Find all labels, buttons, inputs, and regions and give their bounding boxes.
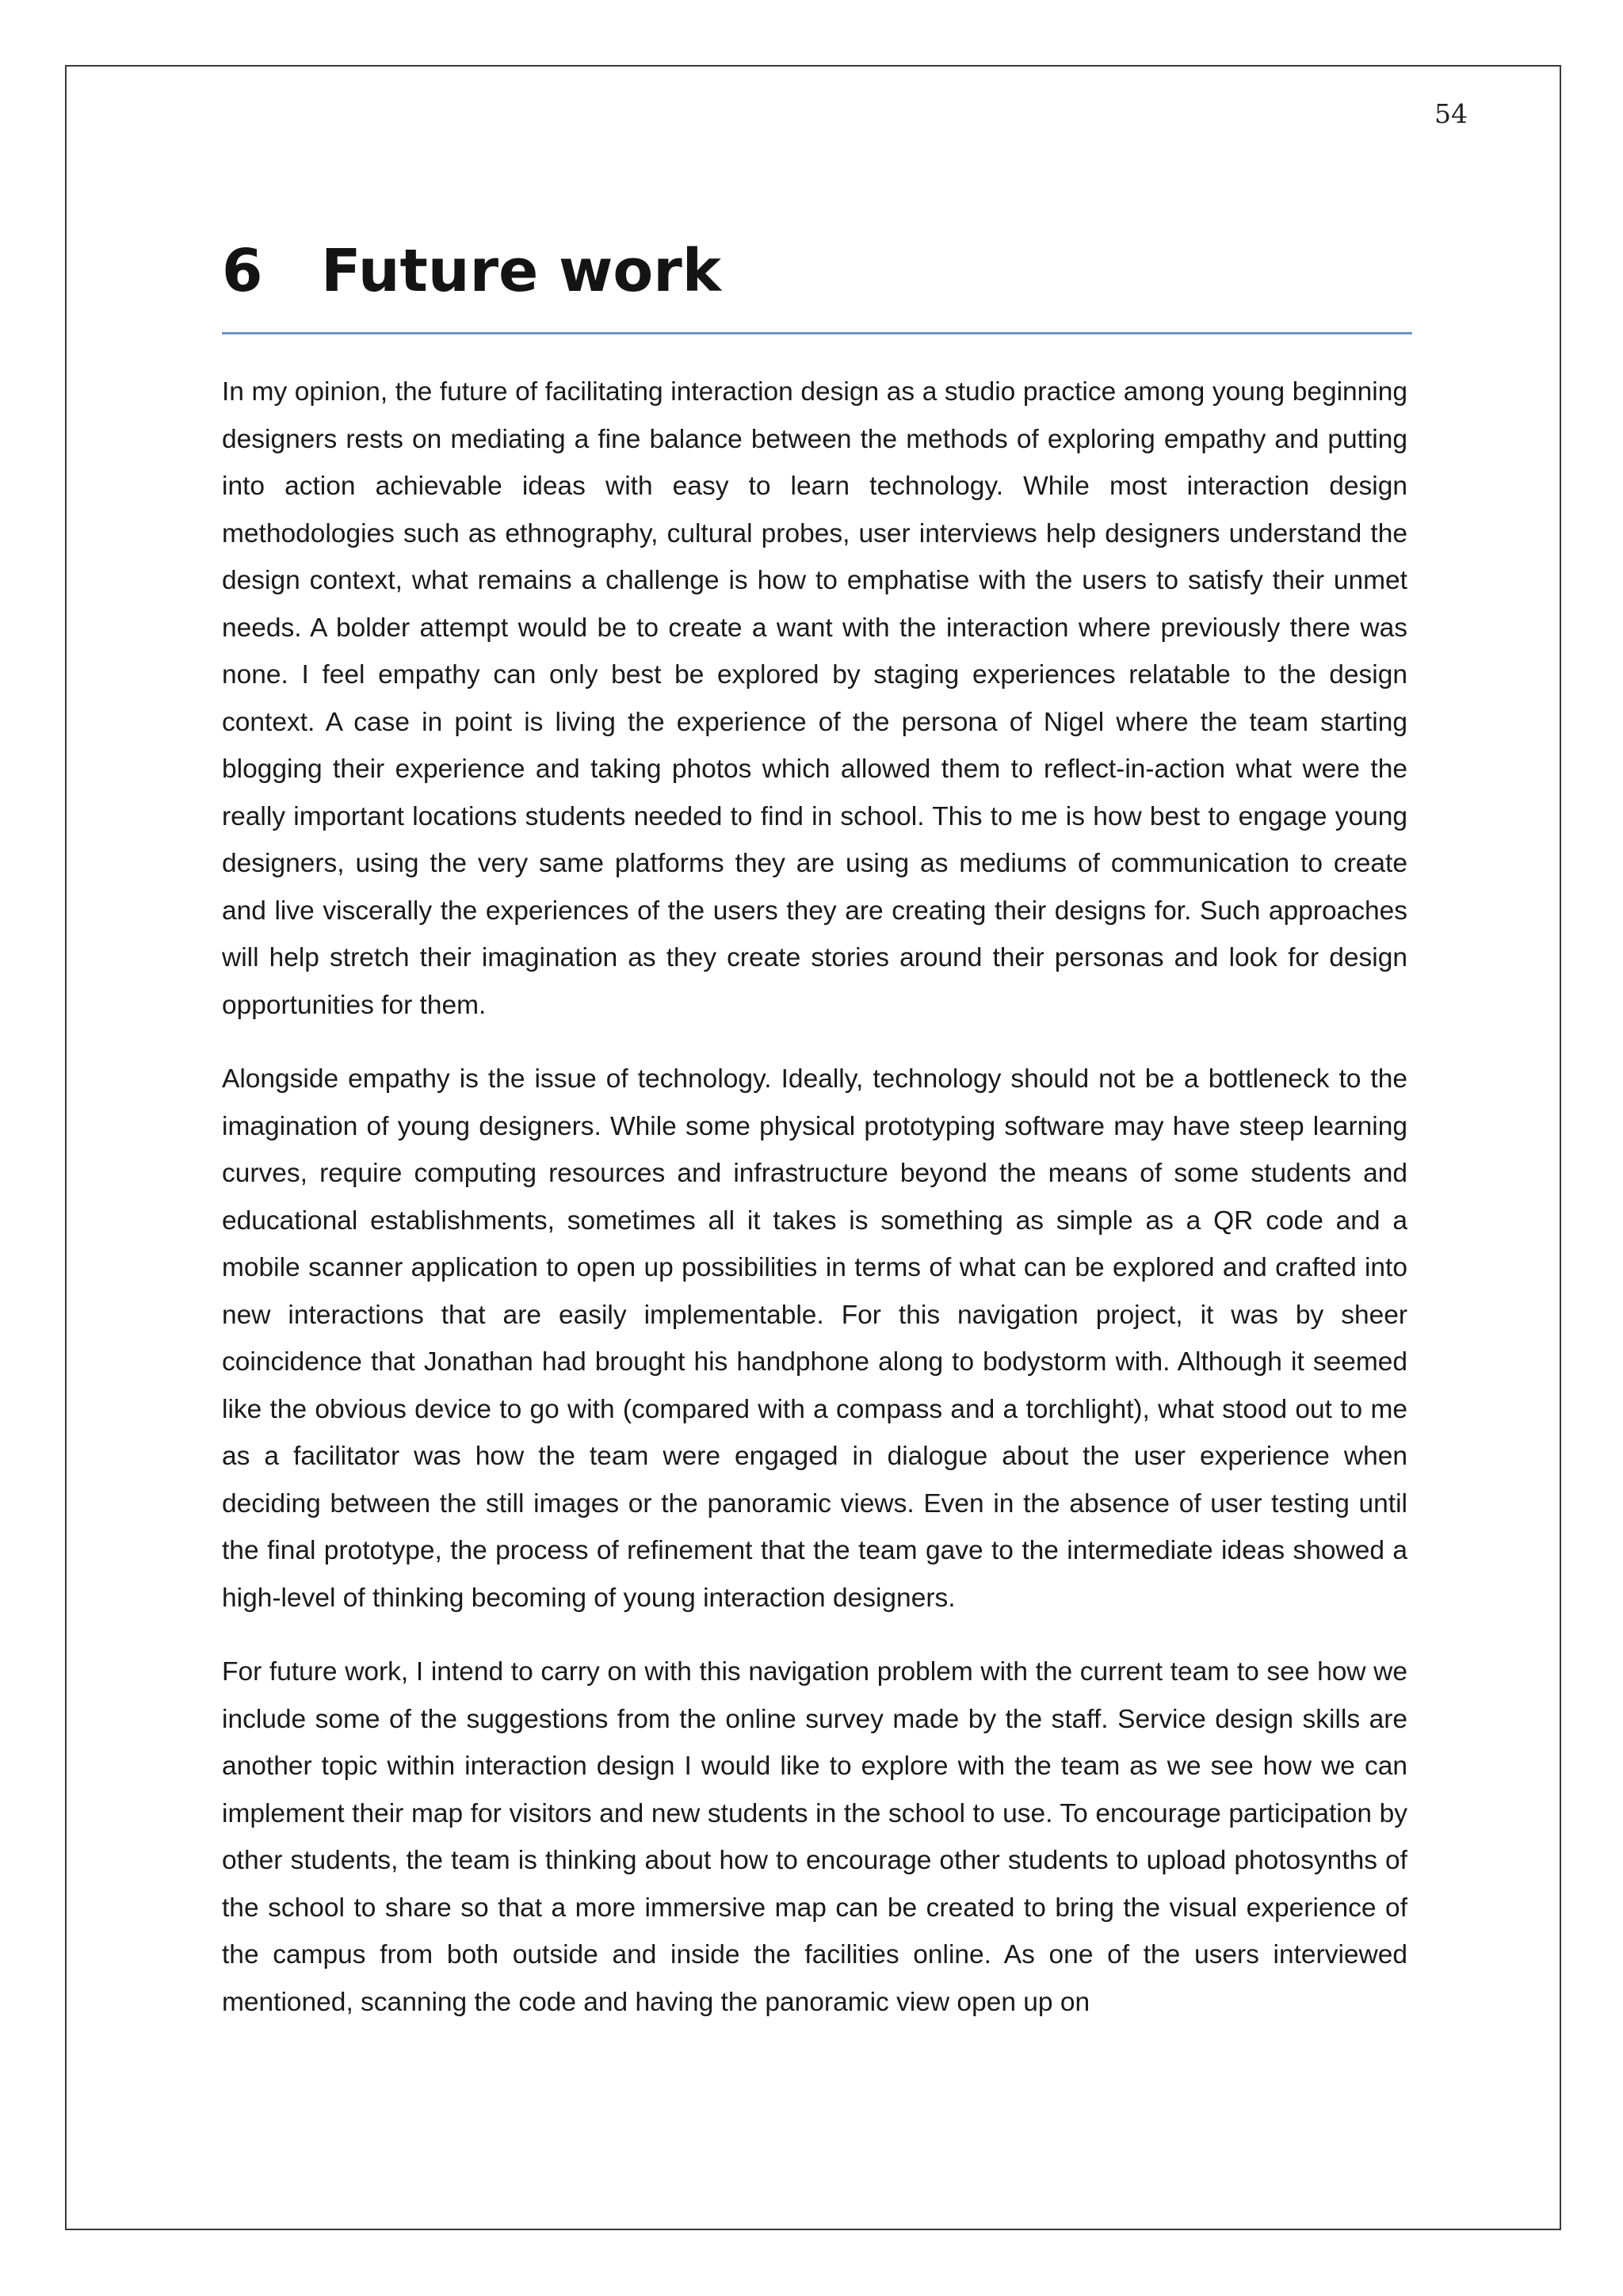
chapter-heading	[222, 235, 1412, 334]
chapter-number: 6	[222, 237, 263, 305]
chapter-title: Future work	[321, 237, 721, 305]
paragraph-2: Alongside empathy is the issue of technology. Ideally, technology should not be a bottleneck to the imagination of young designers. While some physical prototyping software may have steep learning curves, require computing resources and infrastructure beyond the means of some students and educational establishments, sometimes all it takes is something as simple as a QR code and a mobile scanner application to open up possibilities in terms of what can be explored and crafted into new interactions that are easily implementable. For this navigation project, it was by sheer coincidence that Jonathan had brought his handphone along to bodystorm with. Although it seemed like the obvious device to go with (compared with a compass and a torchlight), what stood out to me as a facilitator was how the team were engaged in dialogue about the user experience when deciding between the still images or the panoramic views. Even in the absence of user testing until the final prototype, the process of refinement that the team gave to the intermediate ideas showed a high-level of thinking becoming of young interaction designers.	[222, 1064, 1407, 1613]
page-number: 54	[1434, 98, 1468, 129]
paragraph-3: For future work, I intend to carry on with this navigation problem with the current team to see how we include some of the suggestions from the online survey made by the staff. Service design skills are another topic within interaction design I would like to explore with the team as we see how we can implement their map for visitors and new students in the school to use. To encourage participation by other students, the team is thinking about how to encourage other students to upload photosynths of the school to share so that a more immersive map can be created to bring the visual experience of the campus from both outside and inside the facilities online. As one of the users interviewed mentioned, scanning the code and having the panoramic view open up on	[222, 1657, 1407, 2017]
body-text	[222, 369, 1407, 2053]
paragraph-1: In my opinion, the future of facilitating interaction design as a studio practice among young beginning designers rests on mediating a fine balance between the methods of exploring empathy and putting into action achievable ideas with easy to learn technology. While most interaction design methodologies such as ethnography, cultural probes, user interviews help designers understand the design context, what remains a challenge is how to emphatise with the users to satisfy their unmet needs. A bolder attempt would be to create a want with the interaction where previously there was none. I feel empathy can only best be explored by staging experiences relatable to the design context. A case in point is living the experience of the persona of Nigel where the team starting blogging their experience and taking photos which allowed them to reflect-in-action what were the really important locations students needed to find in school. This to me is how best to engage young designers, using the very same platforms they are using as mediums of communication to create and live viscerally the experiences of the users they are creating their designs for. Such approaches will help stretch their imagination as they create stories around their personas and look for design opportunities for them.	[222, 377, 1407, 1020]
